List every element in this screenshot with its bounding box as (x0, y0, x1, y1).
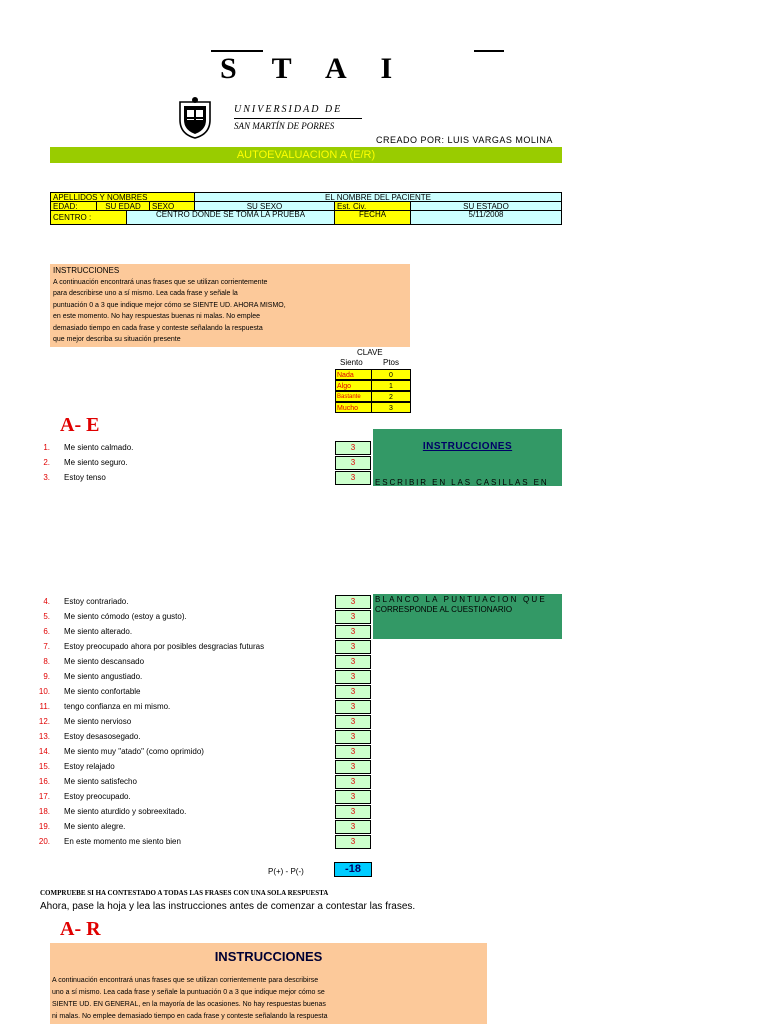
title-arrow-right (474, 50, 504, 52)
item-number: 8. (43, 657, 50, 666)
key-value: 3 (371, 402, 411, 413)
item-number: 10. (38, 687, 50, 696)
item-text: Me siento muy "atado" (como oprimido) (64, 747, 204, 756)
item-score-field[interactable]: 3 (335, 471, 371, 485)
sex-field[interactable]: SU SEXO (194, 201, 335, 211)
key-label: Mucho (335, 402, 372, 413)
item-score-field[interactable]: 3 (335, 835, 371, 849)
item-text: Estoy preocupado ahora por posibles desgracias futuras (64, 642, 265, 651)
next-note: Ahora, pase la hoja y lea las instrucciones antes de comenzar a contestar las frases. (40, 901, 416, 912)
side-instructions-line1: ESCRIBIR EN LAS CASILLAS EN (375, 478, 549, 487)
item-score-field[interactable]: 3 (335, 610, 371, 624)
item-score-field[interactable]: 3 (335, 715, 371, 729)
item-text: Me siento seguro. (64, 458, 128, 467)
item-score-field[interactable]: 3 (335, 441, 371, 455)
item-number: 13. (38, 732, 50, 741)
item-score-field[interactable]: 3 (335, 655, 371, 669)
item-text: Estoy tenso (64, 473, 106, 482)
item-text: Estoy preocupado. (64, 792, 131, 801)
item-score-field[interactable]: 3 (335, 595, 371, 609)
item-text: Estoy desasosegado. (64, 732, 141, 741)
sex-label: SEXO (149, 201, 195, 211)
item-score-field[interactable]: 3 (335, 625, 371, 639)
surname-label: APELLIDOS Y NOMBRES (50, 192, 195, 202)
item-score-field[interactable]: 3 (335, 456, 371, 470)
instructions-bottom-line: A continuación encontrará unas frases que se utilizan corrientemente para describirse (52, 977, 319, 984)
item-score-field[interactable]: 3 (335, 745, 371, 759)
item-number: 19. (38, 822, 50, 831)
item-number: 11. (39, 702, 50, 711)
section-title-bar: AUTOEVALUACION A (E/R) (50, 147, 562, 163)
item-score-field[interactable]: 3 (335, 670, 371, 684)
item-score-field[interactable]: 3 (335, 775, 371, 789)
section-ar-title: A- R (60, 918, 101, 940)
item-score-field[interactable]: 3 (335, 805, 371, 819)
side-instructions-line3: CORRESPONDE AL CUESTIONARIO (375, 605, 513, 614)
key-label: Algo (335, 380, 372, 391)
key-value: 0 (371, 369, 411, 380)
item-score-field[interactable]: 3 (335, 790, 371, 804)
item-number: 1. (43, 443, 50, 452)
key-col-ptos: Ptos (383, 358, 400, 367)
item-text: Me siento satisfecho (64, 777, 137, 786)
instructions-top-line: en este momento. No hay respuestas buenas ni malas. No emplee (53, 313, 261, 320)
item-text: Me siento descansado (64, 657, 145, 666)
instructions-top-line: puntuación 0 a 3 que indique mejor cómo se SIENTE UD. AHORA MISMO, (53, 301, 286, 309)
date-field[interactable]: 5/11/2008 (410, 210, 562, 225)
item-number: 12. (38, 717, 50, 726)
item-text: Me siento calmado. (64, 443, 134, 452)
formula-label: P(+) - P(-) (268, 867, 304, 876)
university-divider (234, 118, 362, 119)
item-number: 2. (43, 458, 50, 467)
instructions-bottom-line: ni malas. No emplee demasiado tiempo en cada frase y conteste señalando la respuesta (52, 1013, 328, 1020)
formula-result: -18 (334, 862, 372, 877)
key-label: Nada (335, 369, 372, 380)
item-text: Estoy contrariado. (64, 597, 129, 606)
item-score-field[interactable]: 3 (335, 820, 371, 834)
item-text: Me siento confortable (64, 687, 141, 696)
item-number: 14. (38, 747, 50, 756)
page-title: S T A I (220, 52, 407, 85)
instructions-top-line: para describirse uno a sí mismo. Lea cada frase y señale la (53, 290, 238, 297)
item-score-field[interactable]: 3 (335, 640, 371, 654)
item-number: 16. (38, 777, 50, 786)
side-instructions-heading: INSTRUCCIONES (422, 441, 513, 452)
university-name-line2: SAN MARTÍN DE PORRES (234, 121, 335, 131)
item-number: 4. (43, 597, 50, 606)
key-value: 1 (371, 380, 411, 391)
item-text: Me siento alterado. (64, 627, 133, 636)
item-number: 17. (38, 792, 50, 801)
center-field[interactable]: CENTRO DONDE SE TOMA LA PRUEBA (126, 210, 335, 225)
instructions-bottom-line: uno a sí mismo. Lea cada frase y señale la puntuación 0 a 3 que indique mejor cómo se (52, 989, 325, 996)
center-label: CENTRO : (50, 210, 127, 225)
item-number: 5. (43, 612, 50, 621)
item-number: 9. (43, 672, 50, 681)
item-number: 20. (38, 837, 50, 846)
university-name-line1: UNIVERSIDAD DE (234, 104, 343, 115)
item-number: 15. (38, 762, 50, 771)
item-number: 7. (43, 642, 50, 651)
instructions-top-heading: INSTRUCCIONES (53, 266, 120, 275)
item-text: Me siento angustiado. (64, 672, 143, 681)
instructions-bottom-line: SIENTE UD. EN GENERAL, en la mayoría de las ocasiones. No hay respuestas buenas (52, 1001, 326, 1008)
section-ae-title: A- E (60, 414, 100, 436)
surname-field[interactable]: EL NOMBRE DEL PACIENTE (194, 192, 562, 202)
instructions-bottom-heading: INSTRUCCIONES (214, 949, 323, 964)
item-score-field[interactable]: 3 (335, 760, 371, 774)
side-instructions-line2: BLANCO LA PUNTUACION QUE (375, 595, 547, 604)
university-seal-icon (174, 96, 216, 140)
item-number: 18. (38, 807, 50, 816)
item-text: Estoy relajado (64, 762, 115, 771)
date-label: FECHA (334, 210, 411, 225)
item-number: 3. (43, 473, 50, 482)
item-number: 6. (43, 627, 50, 636)
item-text: Me siento nervioso (64, 717, 132, 726)
instructions-top-line: A continuación encontrará unas frases que se utilizan corrientemente (53, 278, 268, 286)
key-label: Bastante (335, 391, 372, 402)
civil-status-label: Est. Civ. (334, 201, 411, 211)
key-col-siento: Siento (340, 358, 363, 367)
item-score-field[interactable]: 3 (335, 685, 371, 699)
item-score-field[interactable]: 3 (335, 730, 371, 744)
instructions-top-line: que mejor describa su situación presente (53, 336, 181, 343)
key-title: CLAVE (357, 348, 383, 357)
check-note: COMPRUEBE SI HA CONTESTADO A TODAS LAS FRASES CON UNA SOLA RESPUESTA (40, 889, 329, 897)
instructions-top-line: demasiado tiempo en cada frase y conteste señalando la respuesta (53, 324, 263, 332)
item-text: Me siento alegre. (64, 822, 126, 831)
key-value: 2 (371, 391, 411, 402)
item-text: tengo confianza en mi mismo. (64, 702, 171, 711)
civil-status-field[interactable]: SU ESTADO (410, 201, 562, 211)
age-label: EDAD: (50, 201, 96, 211)
item-score-field[interactable]: 3 (335, 700, 371, 714)
item-text: En este momento me siento bien (64, 837, 181, 846)
instructions-top (50, 264, 410, 347)
item-text: Me siento aturdido y sobreexitado. (64, 807, 187, 816)
created-by: CREADO POR: LUIS VARGAS MOLINA (376, 135, 553, 145)
item-text: Me siento cómodo (estoy a gusto). (64, 612, 187, 621)
age-field[interactable]: SU EDAD (96, 201, 150, 211)
